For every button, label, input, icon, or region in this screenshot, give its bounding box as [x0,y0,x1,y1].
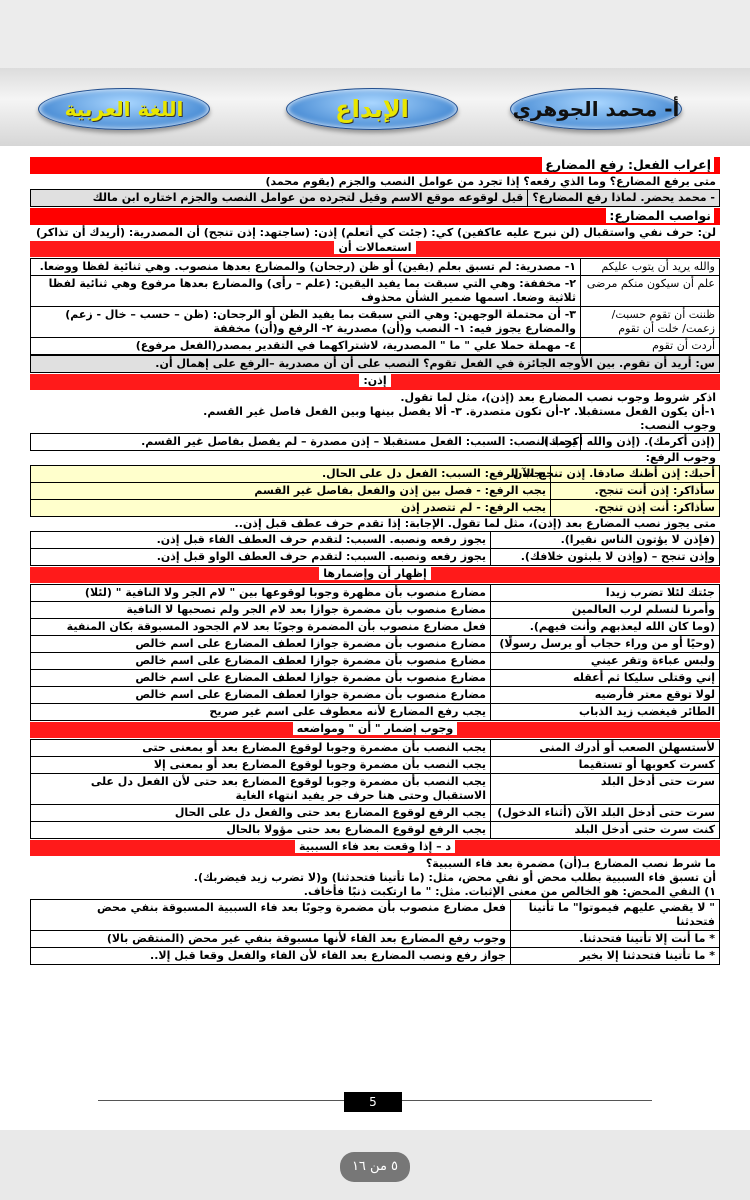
table-row [30,307,720,338]
question-line: ما شرط نصب المضارع بـ(أن) مضمرة بعد فاء السببية؟ [425,857,716,870]
example-cell: (إذن أكرمك). (إذن والله أكرمك). [580,434,719,450]
rule-cell: يجب النصب بأن مضمرة وجوبا لوقوع المضارع بعد حتى لأن الفعل دل على الاستقبال وحتى هنا حرف جر يفيد انتهاء الغاية [90,775,486,802]
table-row [30,704,720,721]
table-row [30,948,720,965]
table-row [30,276,720,307]
rule-cell: يجب النصب بأن مضمرة وجوبا لوقوع المضارع بعد أو بمعنى حتى [142,741,486,754]
answer-text: قيل لوقوعه موقع الاسم وقيل لتجرده من عوامل النصب والجزم اختاره ابن مالك [92,191,524,204]
question-line: متى يجوز نصب المضارع بعد (إذن)، مثل لما تقول. الإجابة: إذا تقدم حرف عطف قبل إذن.. [234,517,716,530]
table-row [30,500,720,517]
table-row [30,653,720,670]
rule-cell: ٤- مهملة حملا علي " ما " المصدرية، لاشتراكهما في التقدير بمصدر(الفعل مرفوع) [135,339,576,352]
example-cell: * ما تأتينا فتحدثنا إلا بخير [510,948,719,964]
table-row [30,602,720,619]
table-row [30,757,720,774]
example-cell: جئتك لئلا تضرب زيدا [490,585,719,601]
text-line: لن: حرف نفي واستقبال (لن نبرح عليه عاكفين) كي: (جئت كي أتعلم) إذن: (ساجتهد: إذن تنجح) أن المصدرية: (أريدك أن تذاكر) [36,226,716,239]
rule-cell: يجب الرفع لوقوع المضارع بعد حتى مؤولا بالحال [226,823,486,836]
rule-cell: مضارع منصوب بأن مظهرة وجوبا لوقوعها بين " لام الجر ولا النافية " (لئلا) [84,586,486,599]
rule-cell: فعل مضارع منصوب بأن مضمرة وجوبًا بعد فاء السببية المسبوقة بنفي محض [96,901,506,914]
table-row [30,670,720,687]
example-cell: (وحيًا أو من وراء حجاب أو يرسل رسولًا) [490,636,719,652]
rule-cell: ٣- أن محتملة الوجهين: وهي التي سبقت بما يفيد الظن أو الرجحان: (ظن – حسب – خال - زعم) والمضارع يجوز فيه: ١- النصب و(أن) مصدرية ٢- الرفع و(أن) مخففة [65,308,576,335]
table-row [30,619,720,636]
table-row [30,687,720,704]
answer-row [30,189,720,207]
page-number: 5 [344,1092,402,1112]
rule-cell: مضارع منصوب بأن مضمرة جوازا لعطف المضارع على اسم خالص [135,637,486,650]
rule-cell: يجوز رفعه ونصبه. السبب: لتقدم حرف العطف الفاء قبل إذن. [156,533,486,546]
question-text: س: أريد أن تقوم. بين الأوجه الجائزة في الفعل تقوم؟ النصب على أن أن مصدرية –الرفع على إهمال أن. [155,357,715,370]
label-line: وجوب الرفع: [645,451,716,464]
text-line: ١-أن يكون الفعل مستقبلا. ٢-أن تكون متصدرة. ٣- ألا يفصل بينها وبين الفعل فاصل غير القسم. [203,405,716,418]
rule-cell: يجب الرفع: السبب: الفعل دل على الحال. [321,467,546,480]
example-cell: (فإذن لا يؤتون الناس نقيرا). [490,532,719,548]
question-line: متى يرفع المضارع؟ وما الذي رفعه؟ إذا تجرد من عوامل النصب والجزم (يقوم محمد) [265,175,716,188]
example-cell: علم أن سيكون منكم مرضى [580,276,719,306]
rule-cell: يجب النصب: السبب: الفعل مستقبلا – إذن مصدرة – لم يفصل بفاصل غير القسم. [141,435,576,448]
example-cell: الطائر فيغضب زيد الذباب [490,704,719,720]
example-cell: سرت حتى أدخل البلد [490,774,719,804]
text-line: أن تسبق فاء السببية بطلب محض أو نفي محض، مثل: (ما تأتينا فتحدثنا) و(لا تضرب زيد فيضربك). [193,871,716,884]
example-cell: وأمرنا لنسلم لرب العالمين [490,602,719,618]
viewer-top-bar [0,0,750,68]
rule-cell: وجوب رفع المضارع بعد الفاء لأنها مسبوقة بنفي غير محض (المنتقض بالا) [106,932,506,945]
subsection-heading: وجوب إضمار " أن " ومواضعه [30,722,720,738]
table-row [30,483,720,500]
example-cell: سرت حتى أدخل البلد الآن (أثناء الدخول) [490,805,719,821]
table-row [30,822,720,839]
section-heading: إعراب الفعل: رفع المضارع [30,157,720,174]
example-cell: * ما أنت إلا تأتينا فتحدثنا. [510,931,719,947]
document-content [30,156,720,965]
example-cell: أحبك: إذن أظنك صادقا. إذن تنجح الآن [550,466,719,482]
answer-question: - محمد يحضر. لماذا رفع المضارع؟ [527,190,719,206]
author-badge: أ- محمد الجوهري [510,88,682,130]
example-cell: أردت أن تقوم [580,338,719,354]
table-row [30,258,720,276]
rule-cell: مضارع منصوب بأن مضمرة جوازا لعطف المضارع على اسم خالص [135,671,486,684]
question-line: اذكر شروط وجوب نصب المضارع بعد (إذن)، مثل لما تقول. [400,391,716,404]
table-row [30,549,720,566]
example-cell: (وما كان الله ليعذبهم وأنت فيهم). [490,619,719,635]
rule-cell: يجوز رفعه ونصبه. السبب: لتقدم حرف العطف الواو قبل إذن. [156,550,486,563]
table-row [30,636,720,653]
section-heading: نواصب المضارع: [30,208,720,225]
rule-cell: يجب النصب بأن مضمرة وجوبا لوقوع المضارع بعد أو بمعنى إلا [153,758,486,771]
example-cell: لأستسهلن الصعب أو أدرك المنى [490,740,719,756]
example-cell: كسرت كعوبها أو تستقيما [490,757,719,773]
example-cell: وإذن تنجح – (وإذن لا يلبثون خلافك). [490,549,719,565]
subsection-heading: إظهار أن وإضمارها [30,567,720,583]
table-row [30,739,720,757]
subject-title-badge: اللغة العربية [38,88,210,130]
example-cell: إني وقتلى سليكا ثم أعقله [490,670,719,686]
example-cell: لولا توقع معتر فأرضيه [490,687,719,703]
document-page [0,68,750,1130]
rule-cell: ١- مصدرية: لم تسبق بعلم (بقين) أو ظن (رجحان) والمضارع بعدها منصوب. وهي ثنائية لفظا ووضعا. [39,260,576,273]
example-cell: ولبس عباءة وتقر عيني [490,653,719,669]
example-cell: سأذاكر: أنت إذن تنجح. [550,500,719,516]
subsection-heading: استعمالات أن [30,241,720,257]
page-banner [0,68,750,146]
table-row [30,338,720,355]
subsection-heading: إذن: [30,374,720,390]
rule-cell: فعل مضارع منصوب بأن المضمرة وجوبًا بعد لام الجحود المسبوقة بكان المنفية [66,620,486,633]
rule-cell: يجب الرفع: - فصل بين إذن والفعل بفاصل غير القسم [254,484,546,497]
rule-cell: مضارع منصوب بأن مضمرة جوازا بعد لام الجر ولم تصحبها لا النافية [126,603,486,616]
question-box [30,355,720,373]
table-row [30,805,720,822]
rule-cell: يجب الرفع لوقوع المضارع بعد حتى والفعل دل على الحال [174,806,486,819]
rule-cell: جواز رفع ونصب المضارع بعد الفاء لأن الفاء والفعل وقعا قبل إلا.. [150,949,506,962]
rule-cell: مضارع منصوب بأن مضمرة جوازا لعطف المضارع على اسم خالص [135,688,486,701]
table-row [30,433,720,451]
rule-cell: يجب الرفع: - لم تتصدر إذن [401,501,546,514]
page-indicator[interactable]: ٥ من ١٦ [340,1152,410,1182]
table-row [30,774,720,805]
series-title-badge: الإبداع [286,88,458,130]
subsection-heading: د – إذا وقعت بعد فاء السببية [30,840,720,856]
example-cell: ظننت أن تقوم حسبت/ زعمت/ خلت أن تقوم [580,307,719,337]
rule-cell: يجب رفع المضارع لأنه معطوف على اسم غير صريح [209,705,486,718]
table-row [30,584,720,602]
table-row [30,899,720,931]
rule-cell: مضارع منصوب بأن مضمرة جوازا لعطف المضارع على اسم خالص [135,654,486,667]
label-line: وجوب النصب: [640,419,716,432]
table-row [30,465,720,483]
example-cell: سأذاكر: إذن أنت تنجح. [550,483,719,499]
table-row [30,531,720,549]
rule-cell: ٢- مخففة: وهي التي سبقت بما يفيد اليقين: (علم – رأى) والمضارع بعدها مرفوع وهي ثنائية لفظا ثلاثية وضعا. اسمها ضمير الشأن محذوف [48,277,576,304]
example-cell: " لا يقضي عليهم فيموتوا" ما تأتينا فتحدثنا [510,900,719,930]
table-row [30,931,720,948]
example-cell: كنت سرت حتى أدخل البلد [490,822,719,838]
example-cell: والله يريد أن يتوب عليكم [580,259,719,275]
text-line: ١) النفي المحض: هو الخالص من معنى الإثبات. مثل: " ما ارتكبت ذنبًا فأخاف. [303,885,716,898]
